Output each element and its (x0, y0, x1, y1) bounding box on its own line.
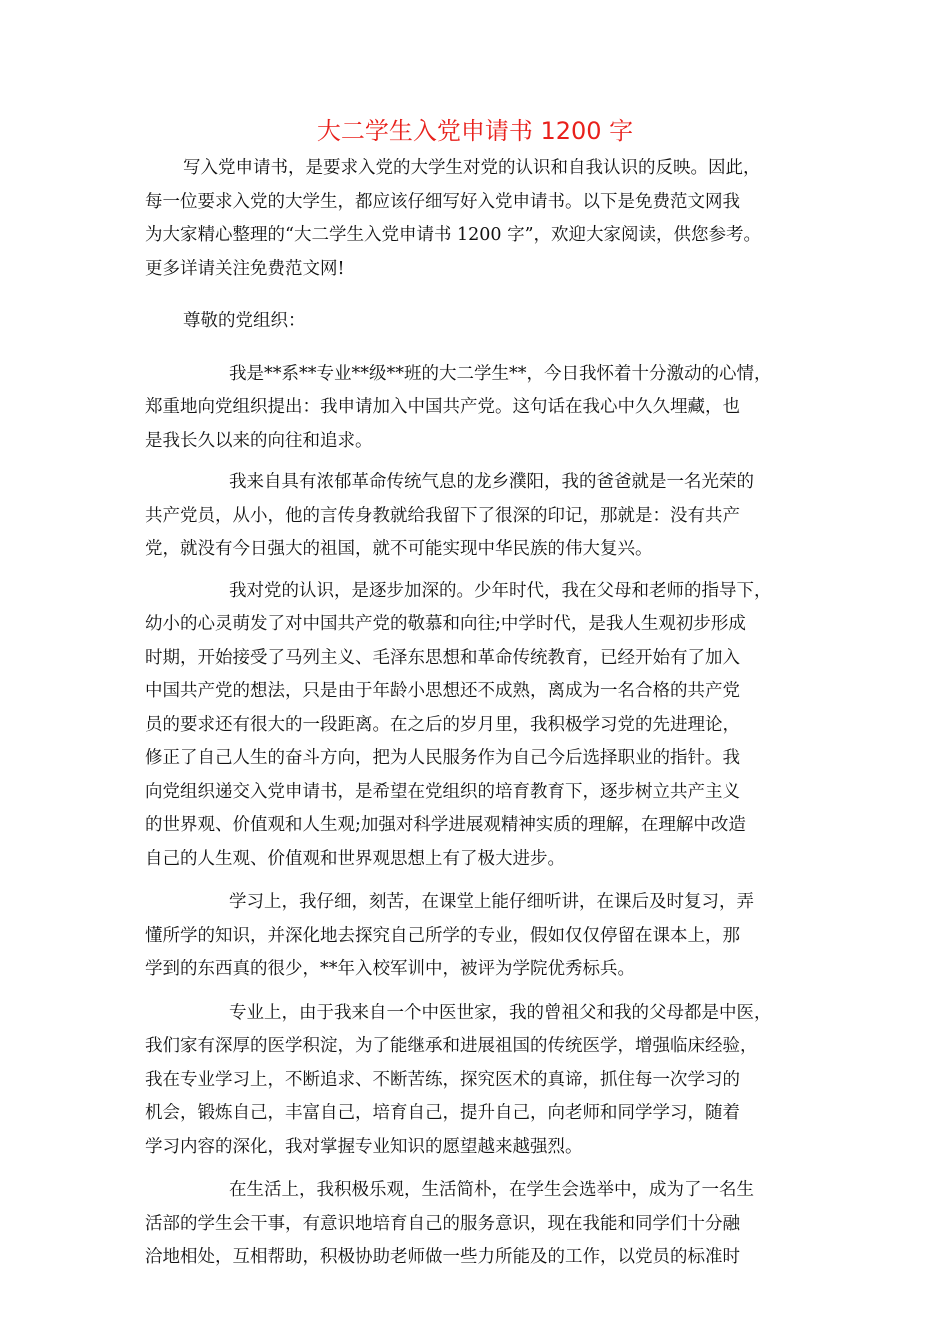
paragraph-line: 是我长久以来的向往和追求。 (145, 430, 373, 451)
body-paragraph-4 (145, 886, 810, 987)
paragraph-line: 我们家有深厚的医学积淀，为了能继承和进展祖国的传统医学，增强临床经验， (145, 1036, 758, 1056)
paragraph-line: 懂所学的知识，并深化地去探究自己所学的专业，假如仅仅停留在课本上，那 (145, 925, 740, 946)
paragraph-line: 我在专业学习上，不断追求、不断苦练，探究医术的真谛，抓住每一次学习的 (145, 1069, 740, 1090)
paragraph-line: 幼小的心灵萌发了对中国共产党的敬慕和向往;中学时代，是我人生观初步形成 (145, 614, 746, 634)
body-paragraph-2 (145, 466, 810, 567)
paragraph-line: 活部的学生会干事，有意识地培育自己的服务意识，现在我能和同学们十分融 (145, 1213, 740, 1234)
body-paragraph-1 (145, 358, 810, 459)
paragraph-line: 洽地相处，互相帮助，积极协助老师做一些力所能及的工作，以党员的标准时 (145, 1247, 740, 1267)
paragraph-line: 党，就没有今日强大的祖国，就不可能实现中华民族的伟大复兴。 (145, 539, 653, 559)
paragraph-line: 学习内容的深化，我对掌握专业知识的愿望越来越强烈。 (145, 1136, 583, 1157)
intro-line: 为大家精心整理的“大二学生入党申请书 1200 字”，欢迎大家阅读，供您参考。 (145, 225, 762, 245)
paragraph-line: 专业上，由于我来自一个中医世家，我的曾祖父和我的父母都是中医， (229, 1002, 772, 1023)
paragraph-line: 在生活上，我积极乐观，生活简朴，在学生会选举中，成为了一名生 (229, 1180, 754, 1200)
paragraph-line: 中国共产党的想法，只是由于年龄小思想还不成熟，离成为一名合格的共产党 (145, 681, 740, 701)
paragraph-line: 向党组织递交入党申请书，是希望在党组织的培育教育下，逐步树立共产主义 (145, 781, 740, 802)
paragraph-line: 学到的东西真的很少，**年入校军训中，被评为学院优秀标兵。 (145, 959, 635, 979)
body-paragraph-5 (145, 997, 810, 1165)
paragraph-line: 的世界观、价值观和人生观;加强对科学进展观精神实质的理解，在理解中改造 (145, 815, 746, 835)
paragraph-line: 机会，锻炼自己，丰富自己，培育自己，提升自己，向老师和同学学习，随着 (145, 1103, 740, 1123)
paragraph-line: 我对党的认识，是逐步加深的。少年时代，我在父母和老师的指导下， (229, 580, 772, 601)
intro-line: 每一位要求入党的大学生，都应该仔细写好入党申请书。以下是免费范文网我 (145, 191, 740, 212)
paragraph-line: 学习上，我仔细，刻苦，在课堂上能仔细听讲，在课后及时复习，弄 (229, 892, 754, 912)
intro-line: 写入党申请书，是要求入党的大学生对党的认识和自我认识的反映。因此， (183, 158, 761, 178)
paragraph-line: 修正了自己人生的奋斗方向，把为人民服务作为自己今后选择职业的指针。我 (145, 748, 740, 768)
intro-line: 更多详请关注免费范文网! (145, 258, 345, 279)
body-paragraph-3 (145, 575, 810, 877)
paragraph-line: 共产党员，从小，他的言传身教就给我留下了很深的印记，那就是：没有共产 (145, 505, 740, 526)
paragraph-line: 郑重地向党组织提出：我申请加入中国共产党。这句话在我心中久久埋藏，也 (145, 397, 740, 417)
salutation (145, 305, 810, 339)
document-body (145, 152, 810, 1275)
paragraph-line: 时期，开始接受了马列主义、毛泽东思想和革命传统教育，已经开始有了加入 (145, 647, 740, 668)
paragraph-line: 员的要求还有很大的一段距离。在之后的岁月里，我积极学习党的先进理论， (145, 714, 740, 735)
paragraph-line: 自己的人生观、价值观和世界观思想上有了极大进步。 (145, 848, 565, 869)
document-title: 大二学生入党申请书 1200 字 (316, 117, 634, 145)
intro-paragraph (145, 152, 810, 286)
paragraph-line: 我是**系**专业**级**班的大二学生**，今日我怀着十分激动的心情， (229, 363, 772, 384)
salutation-text: 尊敬的党组织： (183, 311, 306, 331)
body-paragraph-6 (145, 1174, 810, 1275)
paragraph-line: 我来自具有浓郁革命传统气息的龙乡濮阳，我的爸爸就是一名光荣的 (229, 472, 754, 492)
